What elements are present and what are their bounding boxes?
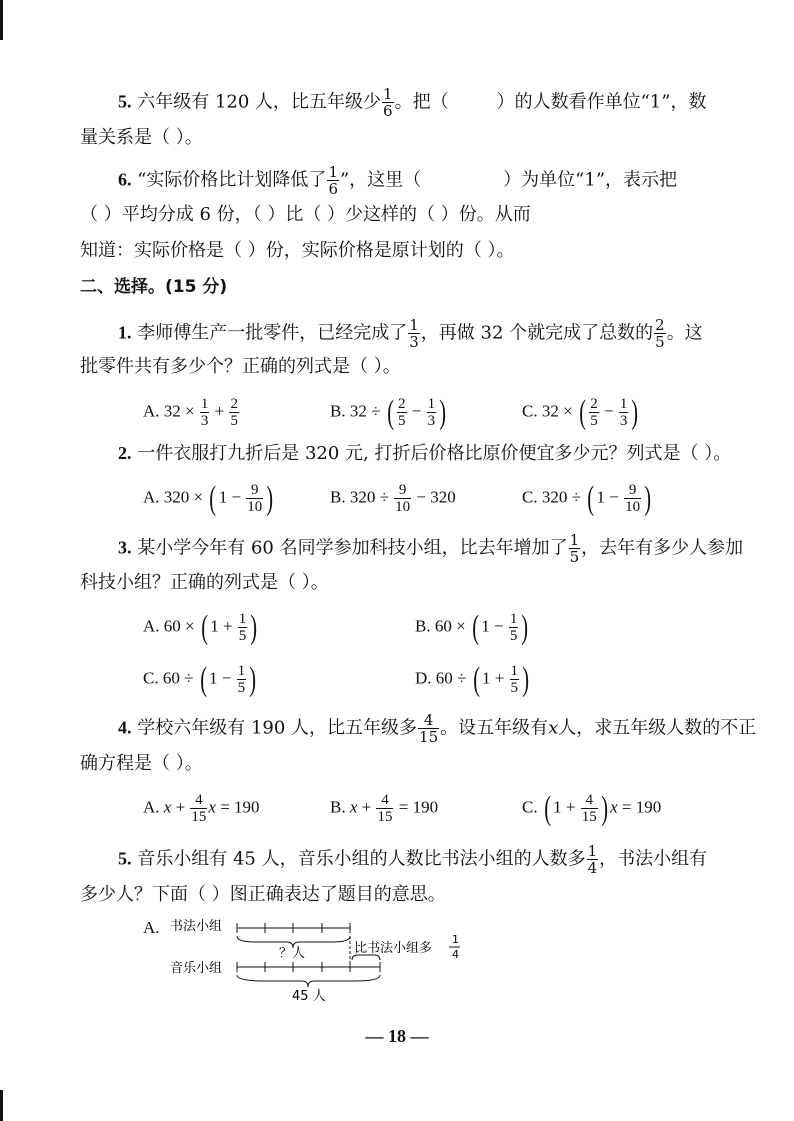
page-edge-top (0, 0, 3, 40)
q2-line1: 2. 一件衣服打九折后是 320 元, 打折后价格比原价便宜多少元？列式是（ ）。 (118, 443, 732, 464)
row1-label: 书法小组 (170, 919, 223, 934)
q5a-line2: 量关系是（ ）。 (80, 127, 203, 148)
q6a-line3: 知道：实际价格是（ ）份，实际价格是原计划的（ ）。 (80, 240, 515, 261)
q1-line2: 批零件共有多少个？正确的列式是（ ）。 (80, 356, 401, 377)
q2-option-a: A. 320 × ( 1 − $\frac{9}{10}$ ) (143, 479, 274, 517)
section-title: 二、选择。(15 分) (80, 277, 228, 297)
q4-line2: 确方程是（ ）。 (80, 753, 203, 774)
q5b-option-a-label: A. (143, 918, 160, 937)
q1-option-b: B. 32 ÷ ( $\frac{2}{5}$ − $\frac{1}{3}$ ) (330, 393, 447, 431)
page-edge-bottom (0, 1090, 3, 1121)
q3-line2: 科技小组？正确的列式是（ ）。 (80, 572, 329, 593)
q3-option-a: A. 60 × ( 1 + $\frac{1}{5}$ ) (143, 608, 258, 646)
page-number: — 18 — (365, 1026, 429, 1046)
q4-option-a: A. x + $\frac{4}{15}$ x = 190 (143, 792, 260, 825)
q1-option-c: C. 32 × ( $\frac{2}{5}$ − $\frac{1}{3}$ ) (522, 393, 639, 431)
frac-1-6: $\frac{1}{6}$ (328, 163, 338, 198)
q6a-line2: （ ）平均分成 6 份，（ ）比（ ）少这样的（ ）份。从而 (80, 204, 531, 225)
question-people-label: ？人 (279, 946, 306, 961)
compare-label: 比书法小组多 (354, 941, 433, 956)
compare-frac-den: 4 (452, 948, 459, 961)
q3-option-c: C. 60 ÷ ( 1 − $\frac{1}{5}$ ) (143, 660, 257, 698)
q3-option-b: B. 60 × ( 1 − $\frac{1}{5}$ ) (415, 608, 529, 646)
q5b-line2: 多少人？下面（ ）图正确表达了题目的意思。 (80, 884, 446, 905)
q4-option-b: B. x + $\frac{4}{15}$ = 190 (330, 792, 439, 825)
compare-frac-num: 1 (452, 933, 459, 946)
q4-option-c: C. ( 1 + $\frac{4}{15}$ ) x = 190 (522, 789, 662, 827)
q5a-line1: 5. 六年级有 120 人，比五年级少 $\frac{1}{6}$ 。把（ ）的人数看作单位“1”，数 (118, 85, 707, 120)
segment-diagram (165, 912, 495, 1012)
q6a-line1: 6. “实际价格比计划降低了 $\frac{1}{6}$ ”，这里（ ）为单位“1”，表示把 (118, 163, 678, 198)
q1-line1: 1. 李师傅生产一批零件，已经完成了 $\frac{1}{3}$ ，再做 32 个就完成了总数的 $\frac{2}{5}$ 。这 (118, 316, 703, 351)
q3-option-d: D. 60 ÷ ( 1 + $\frac{1}{5}$ ) (415, 660, 530, 698)
row2-label: 音乐小组 (170, 961, 223, 976)
frac-1-6: $\frac{1}{6}$ (383, 85, 393, 120)
q1-option-a: A. 32 × $\frac{1}{3}$ + $\frac{2}{5}$ (143, 396, 238, 429)
q5b-line1: 5. 音乐小组有 45 人，音乐小组的人数比书法小组的人数多 $\frac{1}{4}$ ，书法小组有 (118, 842, 708, 877)
q2-option-c: C. 320 ÷ ( 1 − $\frac{9}{10}$ ) (522, 479, 652, 517)
q3-line1: 3. 某小学今年有 60 名同学参加科技小组，比去年增加了 $\frac{1}{5}$ ，去年有多少人参加 (118, 531, 744, 566)
total-label: 45 人 (292, 989, 326, 1004)
q2-option-b: B. 320 ÷ $\frac{9}{10}$ − 320 (330, 482, 456, 515)
q4-line1: 4. 学校六年级有 190 人，比五年级多 $\frac{4}{15}$ 。设五年级有x人，求五年级人数的不正 (118, 711, 757, 746)
